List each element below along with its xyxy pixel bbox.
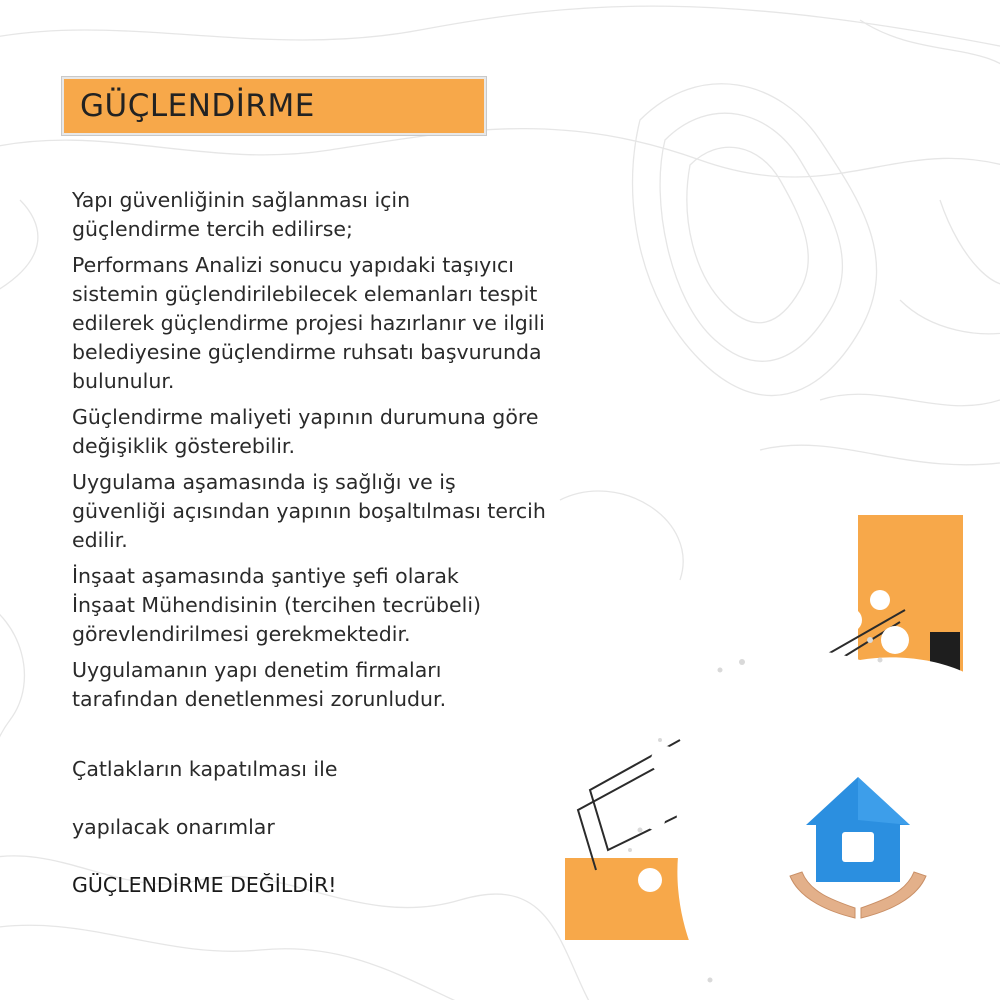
final-line-1: Çatlakların kapatılması ile (72, 757, 338, 781)
paragraph-performance-analysis: Performans Analizi sonucu yapıdaki taşıyıcı sistemin güçlendirilebilecek elemanları tespit edilerek güçlendirme projesi hazırlanır ve ilgili belediyesine güçlendirme ruhsatı başvurunda bulunulur. (72, 253, 545, 393)
paragraph-inspection: Uygulamanın yapı denetim firmaları tarafından denetlenmesi zorunludur. (72, 658, 447, 711)
paragraph-intro: Yapı güvenliğinin sağlanması için güçlendirme tercih edilirse; (72, 188, 411, 241)
page-title: GÜÇLENDİRME (80, 88, 315, 124)
final-line-2: yapılacak onarımlar (72, 815, 275, 839)
paragraph-site-chief: İnşaat aşamasında şantiye şefi olarak İnşaat Mühendisinin (tercihen tecrübeli) görevlendirilmesi gerekmektedir. (72, 564, 482, 646)
paragraph-evacuation: Uygulama aşamasında iş sağlığı ve iş güvenliği açısından yapının boşaltılması tercih edilir. (72, 470, 546, 552)
final-emphasis: GÜÇLENDİRME DEĞİLDİR! (72, 873, 337, 897)
orange-block-bottom (565, 858, 689, 940)
paragraph-cost: Güçlendirme maliyeti yapının durumuna göre değişiklik gösterebilir. (72, 405, 539, 458)
